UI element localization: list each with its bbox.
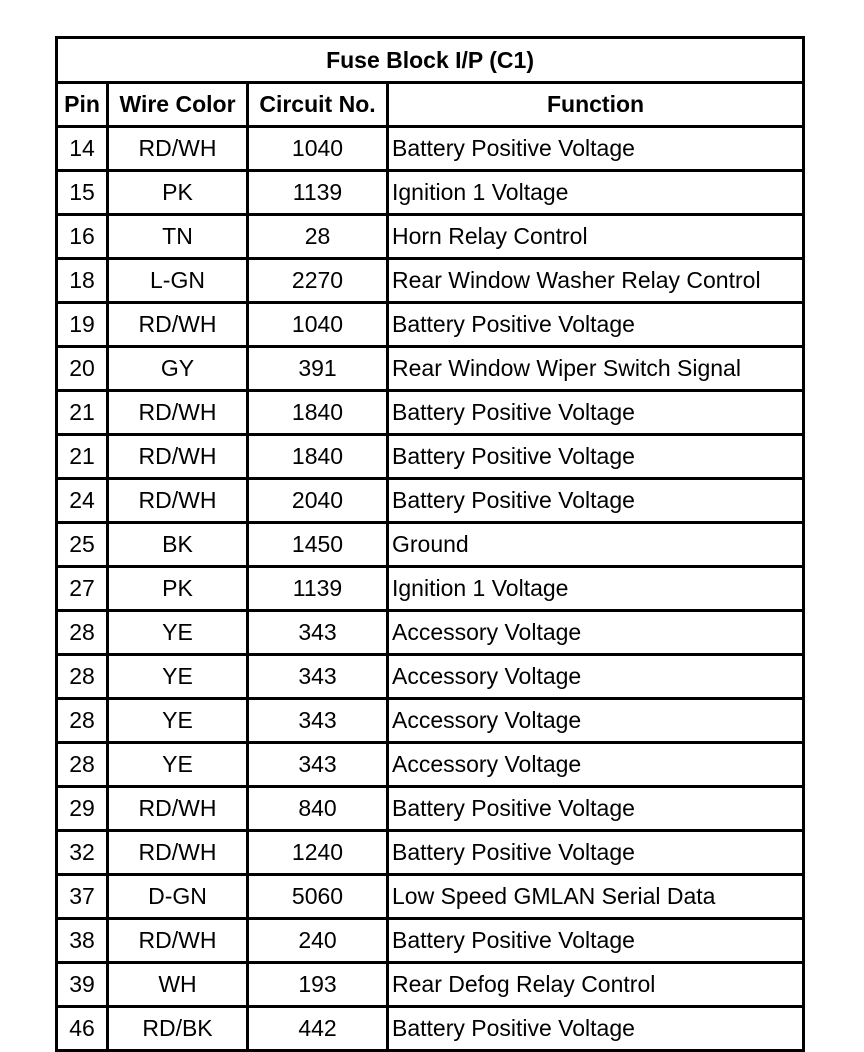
table-row — [57, 479, 804, 523]
circuit-no-cell: 391 — [248, 347, 388, 391]
circuit-no-cell: 2040 — [248, 479, 388, 523]
pin-cell: 28 — [57, 743, 108, 787]
function-cell: Battery Positive Voltage — [388, 435, 804, 479]
function-cell: Battery Positive Voltage — [388, 831, 804, 875]
table-row — [57, 303, 804, 347]
circuit-no-cell: 28 — [248, 215, 388, 259]
table-row — [57, 127, 804, 171]
pin-cell: 29 — [57, 787, 108, 831]
pin-cell: 28 — [57, 699, 108, 743]
wire-color-cell: YE — [108, 699, 248, 743]
pin-cell: 28 — [57, 611, 108, 655]
function-cell: Battery Positive Voltage — [388, 303, 804, 347]
wire-color-cell: RD/WH — [108, 391, 248, 435]
wire-color-cell: RD/WH — [108, 787, 248, 831]
function-cell: Battery Positive Voltage — [388, 919, 804, 963]
function-cell: Accessory Voltage — [388, 655, 804, 699]
wire-color-cell: L-GN — [108, 259, 248, 303]
circuit-no-cell: 1240 — [248, 831, 388, 875]
function-cell: Ignition 1 Voltage — [388, 171, 804, 215]
function-cell: Accessory Voltage — [388, 611, 804, 655]
table-row — [57, 787, 804, 831]
header-function: Function — [388, 83, 804, 127]
table-row — [57, 259, 804, 303]
function-cell: Battery Positive Voltage — [388, 1007, 804, 1051]
circuit-no-cell: 240 — [248, 919, 388, 963]
pin-cell: 24 — [57, 479, 108, 523]
table-row — [57, 875, 804, 919]
pin-cell: 19 — [57, 303, 108, 347]
circuit-no-cell: 1450 — [248, 523, 388, 567]
wire-color-cell: BK — [108, 523, 248, 567]
circuit-no-cell: 343 — [248, 699, 388, 743]
wire-color-cell: YE — [108, 611, 248, 655]
circuit-no-cell: 840 — [248, 787, 388, 831]
circuit-no-cell: 1040 — [248, 303, 388, 347]
pin-cell: 21 — [57, 435, 108, 479]
circuit-no-cell: 5060 — [248, 875, 388, 919]
function-cell: Ground — [388, 523, 804, 567]
wire-color-cell: PK — [108, 171, 248, 215]
pin-cell: 39 — [57, 963, 108, 1007]
wire-color-cell: TN — [108, 215, 248, 259]
function-cell: Battery Positive Voltage — [388, 479, 804, 523]
table-row — [57, 567, 804, 611]
pin-cell: 14 — [57, 127, 108, 171]
function-cell: Rear Defog Relay Control — [388, 963, 804, 1007]
wire-color-cell: YE — [108, 655, 248, 699]
table-row — [57, 611, 804, 655]
wire-color-cell: RD/BK — [108, 1007, 248, 1051]
header-row — [57, 83, 804, 127]
pin-cell: 21 — [57, 391, 108, 435]
header-circuit-no: Circuit No. — [248, 83, 388, 127]
title-row — [57, 38, 804, 83]
wire-color-cell: PK — [108, 567, 248, 611]
table-row — [57, 171, 804, 215]
pin-cell: 15 — [57, 171, 108, 215]
wire-color-cell: RD/WH — [108, 303, 248, 347]
circuit-no-cell: 343 — [248, 611, 388, 655]
function-cell: Accessory Voltage — [388, 699, 804, 743]
circuit-no-cell: 193 — [248, 963, 388, 1007]
wire-color-cell: D-GN — [108, 875, 248, 919]
table-row — [57, 1007, 804, 1051]
fuse-block-table — [55, 36, 805, 1052]
pin-cell: 32 — [57, 831, 108, 875]
function-cell: Battery Positive Voltage — [388, 391, 804, 435]
function-cell: Rear Window Washer Relay Control — [388, 259, 804, 303]
pin-cell: 46 — [57, 1007, 108, 1051]
function-cell: Battery Positive Voltage — [388, 127, 804, 171]
function-cell: Battery Positive Voltage — [388, 787, 804, 831]
wire-color-cell: GY — [108, 347, 248, 391]
table-title: Fuse Block I/P (C1) — [57, 38, 804, 83]
wire-color-cell: WH — [108, 963, 248, 1007]
table-body — [57, 127, 804, 1051]
pin-cell: 16 — [57, 215, 108, 259]
function-cell: Rear Window Wiper Switch Signal — [388, 347, 804, 391]
table-row — [57, 743, 804, 787]
table-row — [57, 215, 804, 259]
wire-color-cell: RD/WH — [108, 831, 248, 875]
wire-color-cell: RD/WH — [108, 435, 248, 479]
pin-cell: 25 — [57, 523, 108, 567]
circuit-no-cell: 2270 — [248, 259, 388, 303]
circuit-no-cell: 1840 — [248, 435, 388, 479]
header-wire-color: Wire Color — [108, 83, 248, 127]
wire-color-cell: YE — [108, 743, 248, 787]
pin-cell: 28 — [57, 655, 108, 699]
circuit-no-cell: 1139 — [248, 171, 388, 215]
circuit-no-cell: 343 — [248, 655, 388, 699]
wire-color-cell: RD/WH — [108, 919, 248, 963]
table-row — [57, 831, 804, 875]
table-row — [57, 963, 804, 1007]
table-row — [57, 347, 804, 391]
table-row — [57, 435, 804, 479]
pin-cell: 38 — [57, 919, 108, 963]
circuit-no-cell: 442 — [248, 1007, 388, 1051]
table-row — [57, 919, 804, 963]
header-pin: Pin — [57, 83, 108, 127]
table-row — [57, 391, 804, 435]
circuit-no-cell: 1040 — [248, 127, 388, 171]
function-cell: Accessory Voltage — [388, 743, 804, 787]
pin-cell: 20 — [57, 347, 108, 391]
table-row — [57, 699, 804, 743]
circuit-no-cell: 1840 — [248, 391, 388, 435]
wire-color-cell: RD/WH — [108, 479, 248, 523]
table-row — [57, 655, 804, 699]
pin-cell: 37 — [57, 875, 108, 919]
function-cell: Horn Relay Control — [388, 215, 804, 259]
function-cell: Ignition 1 Voltage — [388, 567, 804, 611]
circuit-no-cell: 1139 — [248, 567, 388, 611]
table-row — [57, 523, 804, 567]
pin-cell: 27 — [57, 567, 108, 611]
pin-cell: 18 — [57, 259, 108, 303]
function-cell: Low Speed GMLAN Serial Data — [388, 875, 804, 919]
circuit-no-cell: 343 — [248, 743, 388, 787]
wire-color-cell: RD/WH — [108, 127, 248, 171]
